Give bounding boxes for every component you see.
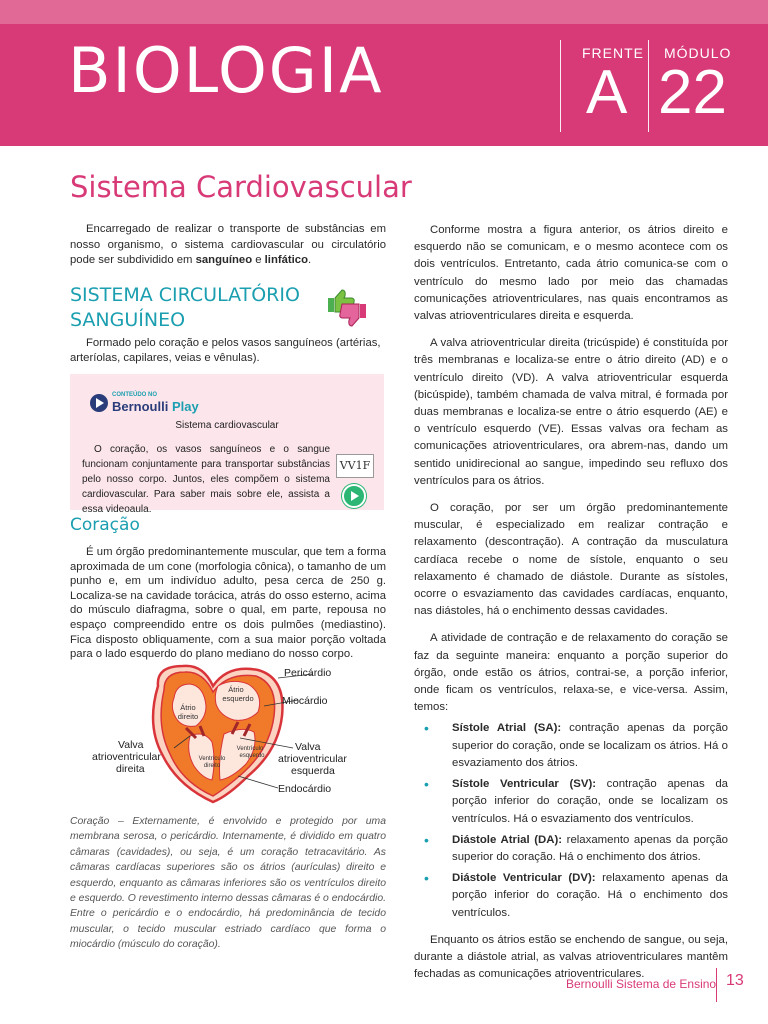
valve-right-label: Valva xyxy=(118,739,144,751)
list-item: • Sístole Ventricular (SV): contração apenas da porção inferior do coração, onde se localizam os ventrículos. Há o esvaziamento dos ventrículos. xyxy=(414,776,728,828)
right-atrium-label: direito xyxy=(177,712,199,721)
video-title: Sistema cardiovascular xyxy=(175,420,279,431)
list-item: • Diástole Ventricular (DV): relaxamento apenas da porção inferior do coração. Há o enchimento dos ventrículos. xyxy=(414,870,728,922)
right-ventricle-label: Ventrículo xyxy=(198,756,226,762)
left-ventricle-label: Ventrículo xyxy=(236,746,264,752)
thumbs-up-down-icon xyxy=(322,288,372,328)
figure-caption: Coração – Externamente, é envolvido e protegido por uma membrana serosa, o pericárdio. Internamente, é dividido em quatro câmaras (cavidades), ou seja, é um coração tetracavitário. As câmaras cardíacas superiores são os átrios (aurículas) direito e esquerdo, enquanto as câmaras inferiores são os ventrículos direito e esquerdo. O revestimento interno dessas câmaras é o endocárdio. Entre o pericárdio e o endocárdio, há predominância de tecido muscular, o tecido muscular estriado cardíaco que forma o miocárdio (músculo do coração). xyxy=(70,816,386,951)
right-atrium-label: Átrio xyxy=(180,703,196,712)
heart-diagram xyxy=(92,656,378,804)
play-logo-icon xyxy=(90,394,108,412)
list-item: • Diástole Atrial (DA): relaxamento apenas da porção superior do coração. Há o enchimento dos átrios. xyxy=(414,832,728,866)
valve-left-label: esquerda xyxy=(291,765,335,777)
valve-left-label: atrioventricular xyxy=(278,753,347,765)
right-paragraph: Enquanto os átrios estão se enchendo de sangue, ou seja, durante a diástole atrial, as valvas atrioventriculares mantêm fechadas as comunicações atrioventriculares. xyxy=(414,933,728,981)
play-logo-brand: Bernoulli Play xyxy=(112,399,199,414)
video-description: O coração, os vasos sanguíneos e o sangue funcionam conjuntamente para transportar substâncias pelo nosso corpo. Juntos, eles compõem o sistema cardiovascular. Para saber mais sobre ele, assista a essa videoaula. xyxy=(82,444,330,515)
page-title: Sistema Cardiovascular xyxy=(70,170,412,204)
left-atrium-label: Átrio xyxy=(228,685,244,694)
right-paragraph: O coração, por ser um órgão predominantemente muscular, é especializado em realizar contração e relaxamento (descontração). A contração da musculatura cardíaca recebe o nome de sístole, enquanto o seu relaxamento é chamado de diástole. Durante as sístoles, ocorre o esvaziamento das cavidades cardíacas, enquanto, nas diástoles, há o enchimento dessas cavidades. xyxy=(414,502,728,618)
footer-publisher: Bernoulli Sistema de Ensino xyxy=(566,977,717,991)
header-divider xyxy=(648,40,649,132)
coracao-paragraph: É um órgão predominantemente muscular, que tem a forma aproximada de um cone (morfologia cônica), o tamanho de um punho e, em um indivíduo adulto, pesa cerca de 250 g. Localiza-se na cavidade torácica, atrás do osso esterno, acima do músculo diafragma, sobre o qual, em parte, repousa no espaço compreendido entre os dois pulmões (mediastino). Fica disposto obliquamente, com a sua maior porção voltada para o lado esquerdo do plano mediano do nosso corpo. xyxy=(70,546,386,661)
cycle-phase-list xyxy=(414,720,728,921)
right-column xyxy=(414,222,728,993)
play-logo-caption: CONTEÚDO NO xyxy=(112,392,157,398)
frente-label: FRENTE xyxy=(582,45,644,61)
right-paragraph: A valva atrioventricular direita (tricúspide) é constituída por três membranas e localiza-se entre o átrio direito (AD) e o ventrículo direito (VD). A valva atrioventricular esquerda (bicúspide), também chamada de valva mitral, é formada por duas membranas e localiza-se entre o átrio esquerdo (AE) e o ventrículo esquerdo (VE). Essas valvas ora fecham as comunicações atrioventriculares, ora abrem-nas, dando um sentido unidirecional ao sangue, impedindo seu refluxo dos ventrículos para os átrios. xyxy=(414,337,728,487)
subject-title: BIOLOGIA xyxy=(68,34,384,107)
header-top-strip xyxy=(0,0,768,24)
left-ventricle-label: esquerdo xyxy=(239,753,265,759)
pericardio-label: Pericárdio xyxy=(284,667,332,679)
bernoulli-play-logo[interactable] xyxy=(80,382,200,412)
valve-left-label: Valva xyxy=(295,741,321,753)
right-ventricle-label: direito xyxy=(203,763,221,769)
video-play-icon[interactable] xyxy=(342,484,366,508)
footer-divider xyxy=(716,968,717,1002)
header-divider xyxy=(560,40,561,132)
bernoulli-play-box xyxy=(70,374,384,515)
endocardio-label: Endocárdio xyxy=(278,783,332,795)
subsection-title: Coração xyxy=(70,515,140,535)
left-atrium-label: esquerdo xyxy=(222,694,254,703)
right-paragraph: Conforme mostra a figura anterior, os átrios direito e esquerdo não se comunicam, e o mesmo acontece com os dois ventrículos. Entretanto, cada átrio comunica-se com o ventrículo do mesmo lado por meio das chamadas comunicações atrioventriculares, nas quais encontramos as valvas atrioventriculares direita e esquerda. xyxy=(414,224,728,323)
frente-value: A xyxy=(586,58,628,127)
list-item: • Sístole Atrial (SA): contração apenas da porção superior do coração, onde se localizam os átrios. Há o esvaziamento dos átrios. xyxy=(414,720,728,772)
modulo-label: MÓDULO xyxy=(664,45,732,61)
left-column xyxy=(70,222,386,277)
right-paragraph: A atividade de contração e de relaxamento do coração se faz da seguinte maneira: enquanto a porção superior do órgão, onde estão os átrios, contrai-se, a porção inferior, onde ficam os ventrículos, relaxa-se, e vice-versa. Assim, temos: xyxy=(414,632,728,714)
valve-right-label: direita xyxy=(116,763,145,775)
formado-paragraph: Formado pelo coração e pelos vasos sanguíneos (artérias, arteríolas, capilares, veias e vênulas). xyxy=(70,337,381,364)
modulo-value: 22 xyxy=(658,58,727,127)
miocardio-label: Miocárdio xyxy=(282,695,328,707)
intro-paragraph: Encarregado de realizar o transporte de substâncias em nosso organismo, o sistema cardiovascular ou circulatório pode ser subdividido em sanguíneo e linfático. xyxy=(70,223,386,266)
valve-right-label: atrioventricular xyxy=(92,751,161,763)
page-number: 13 xyxy=(726,972,744,989)
section-title: SISTEMA CIRCULATÓRIO SANGUÍNEO xyxy=(70,284,300,331)
video-code: VV1F xyxy=(336,454,374,478)
